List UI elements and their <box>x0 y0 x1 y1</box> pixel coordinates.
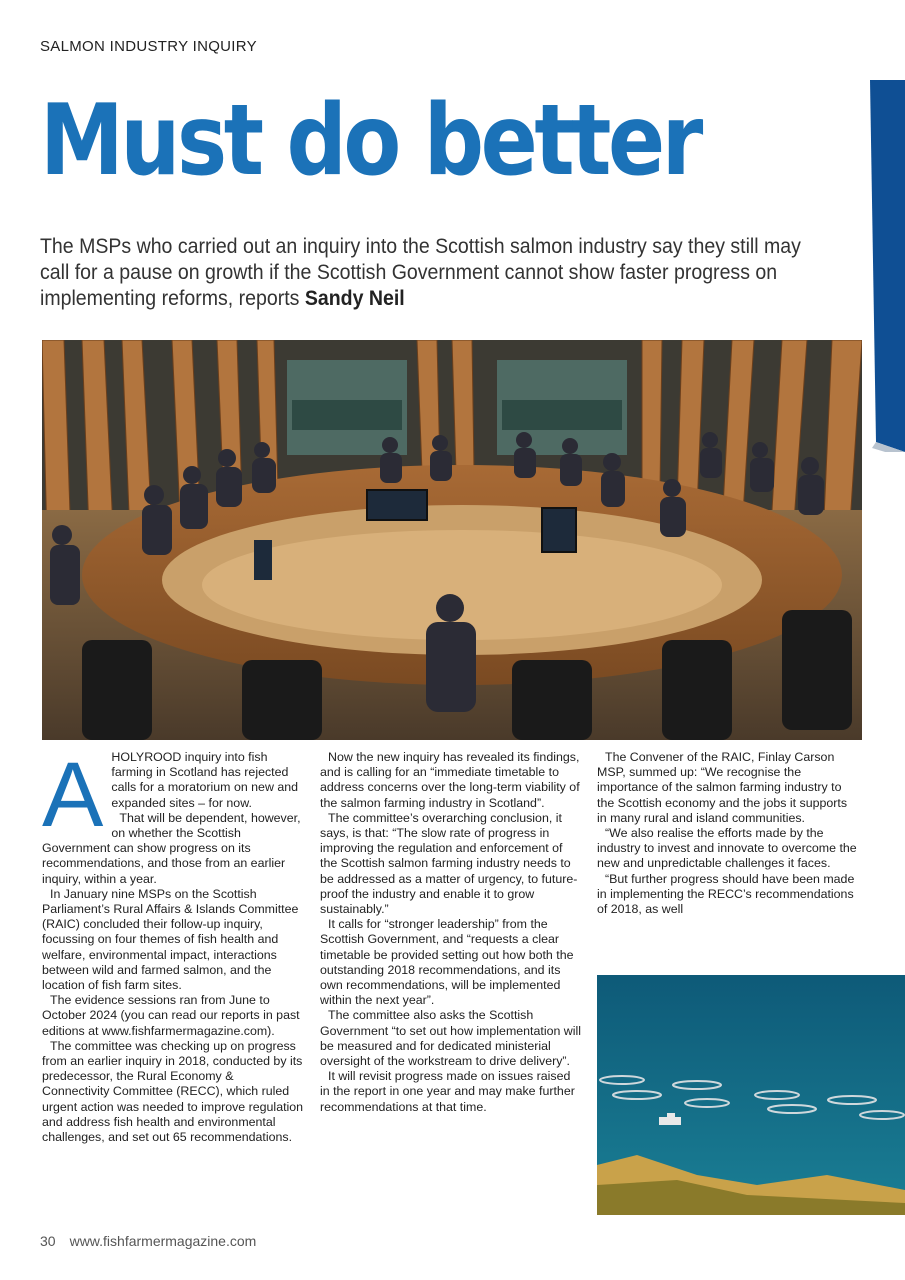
article-column-1 <box>42 744 304 1145</box>
article-paragraph: The evidence sessions ran from June to October 2024 (you can read our reports in past editions at www.fishfarmermagazine.com). <box>42 993 300 1038</box>
page-footer <box>40 1233 256 1249</box>
drop-cap: A <box>42 744 104 846</box>
paragraph-text: HOLYROOD inquiry into fish farming in Scotland has rejected calls for a moratorium on new and expanded sites – for now. <box>111 750 299 810</box>
author-name: Sandy Neil <box>304 287 405 310</box>
fish-farm-pens-photo <box>597 975 905 1215</box>
side-tab-decoration <box>866 80 905 452</box>
footer-url: www.fishfarmermagazine.com <box>69 1233 257 1249</box>
article-paragraph <box>42 744 304 846</box>
article-paragraph: The Convener of the RAIC, Finlay Carson MSP, summed up: “We recognise the importance of the salmon farming industry to the Scottish economy and the jobs it supports in many rural and island communities. <box>597 750 848 825</box>
article-column-2 <box>320 750 582 1115</box>
article-paragraph: The committee was checking up on progress from an earlier inquiry in 2018, conducted by its predecessor, the Rural Economy & Connectivity Committee (RECC), which ruled urgent action was needed to improve regulation and address fish health and environmental challenges, and set out 65 recommendations. <box>42 1038 304 1145</box>
section-label: SALMON INDUSTRY INQUIRY <box>40 38 257 55</box>
article-paragraph: The committee also asks the Scottish Government “to set out how implementation will be measured and for dedicated ministerial oversight of the workstream to drive delivery”. <box>320 1008 582 1069</box>
page-number: 30 <box>40 1233 56 1249</box>
article-paragraph: It will revisit progress made on issues raised in the report in one year and may make further recommendations at that time. <box>320 1069 575 1114</box>
article-paragraph: That will be dependent, however, on whether the Scottish Government can show progress on its recommendations, and those from an earlier inquiry, within a year. <box>42 810 301 886</box>
article-paragraph: “But further progress should have been made in implementing the RECC’s recommendations of 2018, as well <box>597 871 855 917</box>
standfirst-text: The MSPs who carried out an inquiry into the Scottish salmon industry say they still may call for a pause on growth if the Scottish Government cannot show faster progress on implementing reforms, reports <box>40 235 801 310</box>
headline: Must do better <box>40 84 700 198</box>
article-paragraph: “We also realise the efforts made by the industry to invest and innovate to overcome the new and unpredictable challenges it faces. <box>597 826 857 871</box>
committee-room-photo <box>42 340 862 740</box>
article-paragraph: In January nine MSPs on the Scottish Parliament’s Rural Affairs & Islands Committee (RAIC) concluded their follow-up inquiry, focussing on four themes of fish health and welfare, environmental impact, interactions between wild and farmed salmon, and the location of fish farm sites. <box>42 886 299 993</box>
article-column-3 <box>597 750 859 917</box>
article-paragraph: The committee’s overarching conclusion, it says, is that: “The slow rate of progress in improving the regulation and enforcement of the Scottish salmon farming industry needs to be addressed as a matter of urgency, to future-proof the industry and enable it to grow sustainably.” <box>320 810 578 917</box>
article-paragraph: Now the new inquiry has revealed its findings, and is calling for an “immediate timetable to address concerns over the long-term viability of the salmon farming industry in Scotland”. <box>320 750 580 810</box>
standfirst <box>40 234 831 312</box>
article-paragraph: It calls for “stronger leadership” from the Scottish Government, and “requests a clear timetable be provided setting out how both the outstanding 2018 recommendations, and its own recommendations, will be implemented within the next year”. <box>320 917 574 1008</box>
